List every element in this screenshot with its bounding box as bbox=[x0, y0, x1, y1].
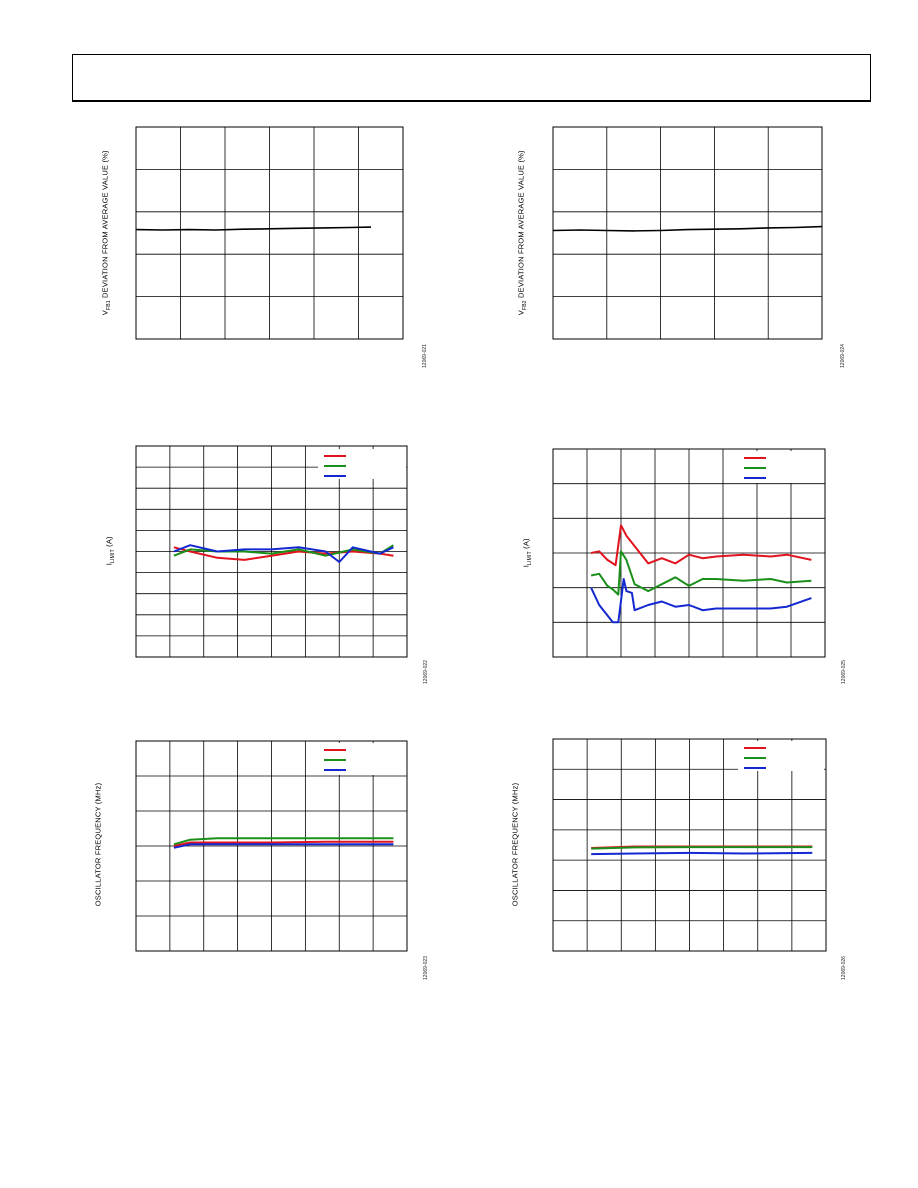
plot-frame bbox=[553, 127, 822, 339]
y-axis-label-main: OSCILLATOR FREQUENCY (MHz) bbox=[510, 782, 520, 907]
figure-number: 12069-024 bbox=[840, 344, 846, 368]
y-axis-label-rest: DEVIATION FROM AVERAGE VALUE (%) bbox=[100, 150, 110, 301]
y-axis-label-main: V bbox=[516, 310, 526, 316]
y-axis-label-main: I bbox=[521, 564, 531, 568]
y-axis-label-subscript: LIMIT bbox=[526, 551, 533, 565]
y-axis-label bbox=[104, 521, 116, 581]
legend-box bbox=[318, 449, 406, 479]
y-axis-label-subscript: LIMIT bbox=[109, 549, 116, 563]
figure-4 bbox=[553, 449, 825, 657]
y-axis-label-main: V bbox=[100, 310, 110, 316]
y-axis-label bbox=[94, 770, 103, 920]
figure-6 bbox=[553, 739, 826, 951]
figure-number: 12069-025 bbox=[841, 660, 847, 684]
series-line bbox=[591, 853, 812, 854]
legend-box bbox=[738, 741, 824, 771]
y-axis-label-subscript: FB1 bbox=[105, 300, 112, 311]
y-axis-label bbox=[521, 523, 533, 583]
figure-5 bbox=[136, 741, 407, 951]
figure-number: 12069-022 bbox=[423, 660, 429, 684]
figure-number: 12069-021 bbox=[422, 344, 428, 368]
figure-number: 12069-023 bbox=[423, 956, 429, 980]
y-axis-label-rest: (A) bbox=[104, 536, 114, 550]
y-axis-label bbox=[511, 770, 520, 920]
figure-number: 12069-026 bbox=[841, 956, 847, 980]
y-axis-label-main: OSCILLATOR FREQUENCY (MHz) bbox=[93, 782, 103, 907]
figure-1 bbox=[136, 127, 403, 339]
y-axis-label bbox=[516, 128, 528, 338]
y-axis-label-rest: (A) bbox=[521, 538, 531, 552]
y-axis-label-rest: DEVIATION FROM AVERAGE VALUE (%) bbox=[516, 150, 526, 301]
figure-2 bbox=[553, 127, 822, 339]
y-axis-label bbox=[100, 128, 112, 338]
y-axis-label-subscript: FB2 bbox=[521, 300, 528, 311]
y-axis-label-main: I bbox=[104, 562, 114, 566]
figure-3 bbox=[136, 446, 407, 657]
